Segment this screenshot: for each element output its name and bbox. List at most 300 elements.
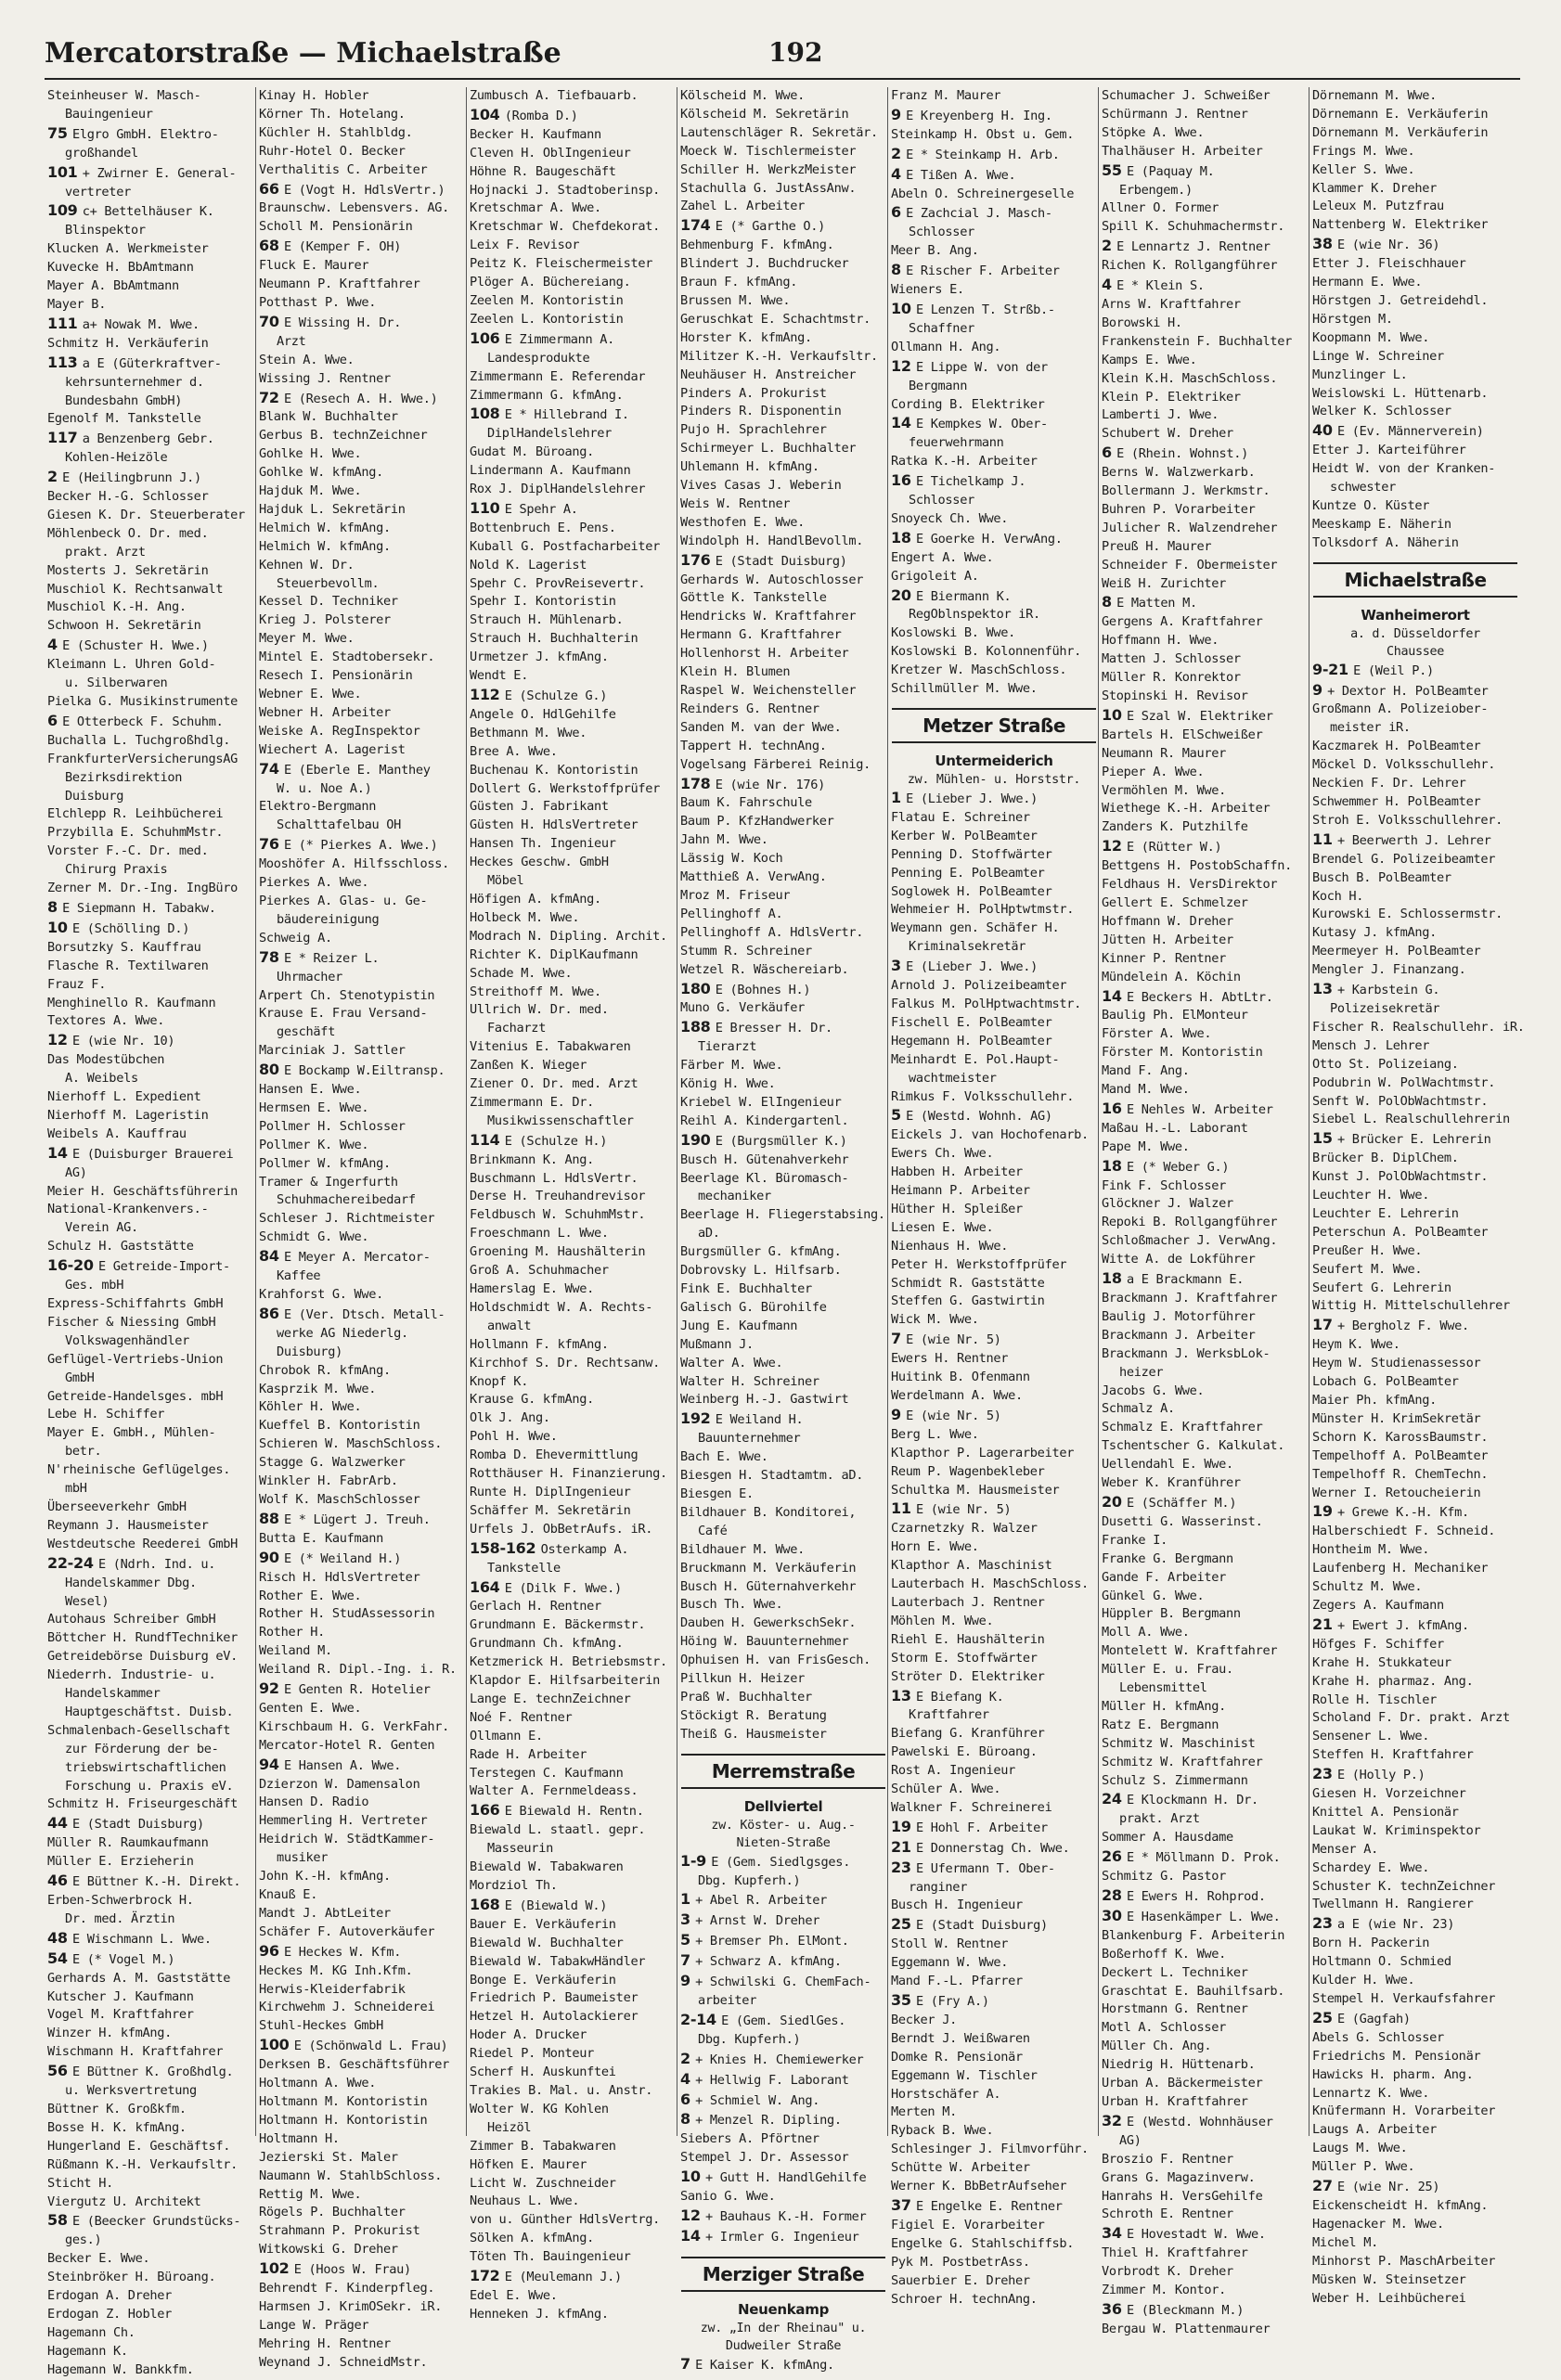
directory-entry [677,626,889,645]
directory-entry [45,995,256,1013]
entry-text: E Siepmann H. Tabakw. [62,900,216,916]
directory-entry [45,2101,256,2119]
directory-entry [888,2196,1100,2217]
directory-entry [1099,1400,1310,1419]
directory-entry [1099,800,1310,818]
entry-text: Stumm R. Schreiner [680,943,812,958]
entry-text: Derse H. Treuhandrevisor [470,1189,646,1204]
entry-text: Vitenius E. Tabakwaren [470,1039,631,1055]
house-number: 6 [1102,444,1117,462]
entry-text: E Biefang K. [915,1689,1004,1705]
entry-text: Erdogan Z. Hobler [47,2306,173,2322]
entry-text: Hoffmann W. Dreher [1102,913,1233,929]
directory-entry [256,87,468,106]
directory-entry [677,572,889,590]
entry-text: E Beckers H. AbtLtr. [1126,989,1273,1005]
directory-entry [45,898,256,919]
directory-entry [1099,2038,1310,2056]
entry-text: Überseeverkehr GmbH [47,1499,187,1514]
entry-text: Leuchter H. Wwe. [1312,1188,1430,1203]
entry-text: Meyer M. Wwe. [259,631,355,647]
entry-text: N'rheinische Geflügelges. [47,1462,231,1478]
directory-entry [1099,425,1310,444]
house-number: 20 [1102,1492,1127,1511]
directory-entry [677,1373,889,1392]
entry-text: Schloßmacher J. VerwAng. [1102,1233,1278,1249]
entry-text: Sanden M. van der Wwe. [680,719,842,735]
house-number: 10 [1102,705,1127,724]
entry-text: Koopmann M. Wwe. [1312,329,1430,345]
directory-entry [256,445,468,464]
directory-entry [467,1409,678,1428]
directory-entry [256,1737,468,1756]
house-number: 172 [470,2267,505,2285]
entry-text: + Abel R. Arbeiter [695,1893,828,1909]
entry-text: Geruschkat E. Schachtmstr. [680,311,871,327]
entry-text: Stachulla G. JustAssAnw. [680,180,857,196]
directory-entry [467,2082,678,2101]
directory-entry [467,1539,678,1560]
directory-entry [1099,406,1310,425]
entry-text: Schmitz W. Kraftfahrer [1102,1754,1263,1769]
directory-entry [1099,1810,1310,1829]
directory-entry [45,1183,256,1202]
directory-entry [45,1277,256,1295]
entry-text: Wendt E. [470,668,529,684]
entry-text: E Spehr A. [504,501,578,517]
entry-text: A. Weibels [65,1071,138,1087]
entry-text: Jezierski St. Maler [259,2149,398,2165]
house-number: 9 [891,1405,907,1423]
directory-entry [256,1325,468,1344]
entry-text: Gerlach H. Rentner [470,1599,601,1615]
house-number: 1 [680,1890,696,1909]
entry-text: Musikwissenschaftler [487,1113,634,1128]
entry-text: Laugs A. Arbeiter [1312,2122,1438,2138]
entry-text: Beerlage Kl. Büromasch- [680,1170,849,1186]
entry-text: Siebers A. Pförtner [680,2131,819,2147]
directory-entry [1099,2300,1310,2321]
directory-entry [45,2324,256,2343]
directory-entry [45,1031,256,1051]
entry-text: Streithoff M. Wwe. [470,984,601,999]
house-number: 168 [470,1895,505,1913]
directory-entry [467,1989,678,2008]
entry-text: Kaffee [277,1268,321,1284]
entry-text: Werner K. BbBetrAufseher [891,2179,1067,2194]
directory-entry [467,1653,678,1672]
entry-text: Snoyeck Ch. Wwe. [891,510,1009,526]
entry-text: Weibels A. Kauffrau [47,1126,187,1141]
entry-text: Giesen K. Dr. Steuerberater [47,507,245,522]
directory-entry [1099,1195,1310,1214]
entry-text: E Engelke E. Rentner [915,2198,1063,2214]
entry-text: E (Ver. Dtsch. Metall- [283,1306,445,1322]
entry-text: Werdelmann A. Wwe. [891,1388,1023,1403]
entry-text: Genten E. Wwe. [259,1700,362,1716]
house-number: 21 [1312,1615,1337,1633]
directory-entry [45,1554,256,1575]
entry-text: E Tichelkamp J. [915,474,1026,490]
entry-text: Brackmann J. Arbeiter [1102,1327,1256,1343]
house-number: 66 [259,179,284,198]
directory-entry [1309,534,1521,553]
entry-text: Horstmann G. Rentner [1102,2001,1248,2017]
entry-text: Erbengem.) [1119,182,1193,198]
entry-text: Hörstgen M. [1312,311,1393,327]
directory-entry [888,1106,1100,1126]
directory-entry [677,887,889,906]
street-location-note: zw. Köster- u. Aug.- [711,1818,856,1833]
entry-text: E Heckes W. Kfm. [283,1944,402,1960]
entry-text: E (Gem. Siedlgsges. [711,1854,851,1870]
directory-entry [256,161,468,180]
directory-entry [888,828,1100,846]
directory-entry [888,165,1100,186]
directory-entry [1309,421,1521,442]
house-number: 36 [1102,2299,1127,2318]
entry-text: Lauterbach H. MaschSchloss. [891,1576,1089,1592]
directory-entry [467,630,678,649]
directory-entry [677,2168,889,2188]
entry-text: Franz M. Maurer [891,88,1001,103]
entry-text: E (Schäffer M.) [1126,1495,1237,1511]
directory-entry [256,2298,468,2317]
entry-text: Gohlke H. Wwe. [259,446,362,462]
directory-entry [888,883,1100,902]
directory-entry [45,1949,256,1970]
house-number: 190 [680,1130,716,1149]
entry-text: Angele O. HdlGehilfe [470,706,616,722]
entry-text: Peter H. Werkstoffprüfer [891,1256,1067,1272]
entry-text: Vogel M. Kraftfahrer [47,2007,194,2023]
directory-entry [467,667,678,686]
directory-entry [1309,2177,1521,2197]
entry-text: Brinkmann K. Ang. [470,1151,595,1167]
entry-text: Penning E. PolBeamter [891,865,1045,881]
directory-entry [1099,444,1310,464]
directory-entry [1309,216,1521,235]
directory-entry [1309,1878,1521,1897]
house-number: 5 [891,1106,907,1125]
directory-entry [1309,2048,1521,2066]
entry-text: Butta E. Kaufmann [259,1530,384,1546]
house-number: 48 [47,1928,72,1947]
directory-entry [677,775,889,795]
entry-text: Minhorst P. MaschArbeiter [1312,2253,1496,2269]
entry-text: Biesgen E. [680,1486,754,1501]
directory-entry [1099,650,1310,669]
directory-entry [45,1144,256,1164]
entry-text: E (Westd. Wohnhäuser [1126,2114,1273,2129]
directory-entry [1099,315,1310,333]
directory-entry [467,725,678,743]
directory-entry [467,1691,678,1709]
entry-text: Stuhl-Heckes GmbH [259,2018,384,2034]
directory-entry [45,843,256,861]
directory-entry [256,2075,468,2093]
directory-entry [888,1499,1100,1520]
directory-entry [1309,906,1521,924]
directory-entry [888,378,1100,396]
directory-entry [45,2306,256,2324]
entry-text: Steinkamp H. Obst u. Gem. [891,126,1075,142]
directory-entry [467,237,678,255]
entry-text: Braunschw. Lebensvers. AG. [259,200,449,216]
directory-entry [45,2119,256,2138]
directory-entry [1309,1822,1521,1841]
column-4 [677,87,889,2373]
directory-entry [45,1759,256,1778]
directory-entry [1099,182,1310,200]
directory-entry [888,1838,1100,1859]
entry-text: Stöckigt R. Beratung [680,1707,827,1723]
directory-entry [1309,1841,1521,1859]
entry-text: Hagenacker M. Wwe. [1312,2216,1444,2232]
directory-entry [888,357,1100,378]
directory-entry [45,106,256,124]
entry-text: + Arnst W. Dreher [695,1913,820,1929]
directory-entry [256,218,468,237]
directory-entry [256,427,468,445]
directory-entry [256,948,468,969]
street-location-note: zw. „In der Rheinau" u. [700,2321,867,2335]
directory-entry [256,2222,468,2241]
entry-text: E (wie Nr. 5) [906,1408,1001,1423]
directory-entry [1309,198,1521,216]
directory-entry [45,1012,256,1031]
entry-text: Gudat M. Büroang. [470,444,595,460]
directory-entry [256,464,468,482]
directory-entry [467,255,678,274]
directory-entry [1099,1927,1310,1946]
directory-entry [677,551,889,572]
directory-entry [677,756,889,775]
entry-text: Merten M. [891,2104,957,2120]
directory-entry [1099,876,1310,894]
directory-entry [256,817,468,835]
entry-text: Bauer E. Verkäuferin [470,1916,616,1932]
directory-entry [1099,782,1310,801]
house-number: 7 [680,2354,696,2373]
entry-text: Rüßmann K.-H. Verkaufsltr. [47,2156,238,2172]
entry-text: Schmalz A. [1102,1401,1175,1417]
entry-text: Polizeisekretär [1330,1000,1440,1016]
entry-text: Schäffer M. Sekretärin [470,1502,631,1518]
entry-text: Rother E. Wwe. [259,1588,362,1603]
entry-text: ges.) [65,2232,102,2248]
entry-text: Schürmann J. Rentner [1102,106,1248,122]
house-number: 44 [47,1814,72,1833]
directory-entry [888,606,1100,624]
directory-entry [677,143,889,161]
directory-entry [677,311,889,329]
directory-entry [467,1131,678,1151]
entry-text: Bach E. Wwe. [680,1449,768,1465]
entry-text: Motl A. Schlosser [1102,2020,1227,2036]
entry-text: Sölken A. kfmAng. [470,2231,595,2246]
directory-entry [1099,1790,1310,1810]
directory-entry [677,329,889,348]
directory-entry [1099,1327,1310,1345]
directory-entry [45,1370,256,1388]
directory-entry [467,1728,678,1746]
entry-text: Gergens A. Kraftfahrer [1102,614,1263,630]
directory-entry [256,1756,468,1776]
entry-text: Verein AG. [65,1220,138,1236]
entry-text: Mand F. Ang. [1102,1063,1190,1079]
entry-text: Hajduk L. Sekretärin [259,501,406,517]
house-number: 7 [891,1330,907,1348]
directory-entry [467,1355,678,1373]
entry-text: E Bresser H. Dr. [715,1021,832,1036]
directory-entry [1099,2206,1310,2224]
entry-text: heizer [1119,1364,1164,1380]
entry-text: Weiske A. RegInspektor [259,723,420,739]
entry-text: Knittel A. Pensionär [1312,1804,1459,1820]
directory-entry [677,2091,889,2111]
directory-entry [45,2361,256,2380]
directory-entry [1309,1615,1521,1636]
entry-text: Krause G. kfmAng. [470,1392,595,1408]
entry-text: ranginer [909,1879,968,1895]
directory-entry [1309,2216,1521,2234]
entry-text: Niedrig H. Hüttenarb. [1102,2057,1256,2073]
directory-entry [256,686,468,704]
directory-entry [1099,557,1310,575]
directory-entry [677,1670,889,1689]
entry-text: Olk J. Ang. [470,1410,550,1426]
entry-text: Hagemann Ch. [47,2324,135,2340]
entry-text: Buchalla L. Tuchgroßhdlg. [47,732,231,748]
entry-text: Matthieß A. VerwAng. [680,869,827,885]
directory-entry [45,732,256,751]
directory-entry [1099,161,1310,182]
directory-entry [467,1560,678,1578]
entry-text: Tappert H. technAng. [680,738,827,753]
house-number: 58 [47,2211,72,2230]
entry-text: Wischmann H. Kraftfahrer [47,2044,224,2060]
entry-text: + Schmiel W. Ang. [695,2092,820,2108]
column-3 [466,87,678,2322]
directory-entry [45,751,256,769]
directory-entry [888,1088,1100,1107]
directory-entry [1099,688,1310,706]
directory-entry [256,313,468,333]
house-number: 13 [1312,980,1337,998]
house-number: 3 [680,1910,696,1929]
entry-text: Jung E. Kaufmann [680,1318,798,1333]
entry-text: Heym W. Studienassessor [1312,1356,1481,1371]
directory-entry [467,1765,678,1783]
directory-entry [888,1387,1100,1406]
house-number: 4 [680,2069,696,2088]
entry-text: Kirschbaum H. G. VerkFahr. [259,1718,449,1734]
entry-text: Ströter D. Elektriker [891,1668,1045,1684]
directory-entry [45,1107,256,1126]
entry-text: Bundesbahn GmbH) [65,392,183,408]
directory-entry [45,488,256,507]
entry-text: Münster H. KrimSekretär [1312,1410,1481,1426]
directory-entry [1309,1316,1521,1336]
entry-text: Cording B. Elektriker [891,396,1045,412]
directory-entry [1309,924,1521,943]
entry-text: wachtmeister [909,1070,997,1086]
directory-entry [888,977,1100,996]
directory-entry [45,636,256,656]
entry-text: feuerwehrmann [909,435,1004,451]
directory-entry [256,1569,468,1588]
directory-entry [677,906,889,924]
directory-entry [888,662,1100,680]
entry-text: Vermöhlen M. Wwe. [1102,782,1227,798]
directory-entry [467,854,678,872]
entry-text: Witkowski G. Dreher [259,2242,398,2258]
directory-entry [467,1616,678,1635]
entry-text: Ratz E. Bergmann [1102,1717,1219,1732]
directory-entry [45,354,256,374]
directory-entry [467,2175,678,2193]
house-number: 37 [891,2195,916,2214]
directory-entry [1099,1983,1310,2001]
directory-entry [256,667,468,686]
entry-text: Heidt W. von der Kranken- [1312,461,1496,477]
directory-entry [45,976,256,995]
directory-entry [45,1424,256,1443]
directory-entry [888,1201,1100,1219]
entry-text: Chirurg Praxis [65,862,168,878]
house-number: 32 [1102,2111,1127,2129]
directory-entry [45,1461,256,1480]
entry-text: Schulz S. Zimmermann [1102,1772,1248,1788]
entry-text: Laukat W. Kriminspektor [1312,1822,1481,1838]
directory-entry [1099,1642,1310,1661]
entry-text: Julicher R. Walzendreher [1102,520,1278,535]
entry-text: E Zachcial J. Masch- [906,206,1052,222]
entry-text: Jahn M. Wwe. [680,832,768,848]
entry-text: Pellinghoff A. [680,906,783,921]
directory-entry [467,1336,678,1355]
directory-entry [677,980,889,1000]
directory-entry [1099,2056,1310,2075]
directory-entry [45,296,256,315]
directory-entry [888,680,1100,699]
entry-text: + Bergholz F. Wwe. [1336,1319,1469,1334]
entry-text: Schorn K. KarossBaumstr. [1312,1429,1489,1445]
entry-text: Schwoon H. Sekretärin [47,618,201,634]
entry-text: Zimmer B. Tabakwaren [470,2138,616,2154]
entry-text: Schirmeyer L. Buchhalter [680,441,857,457]
entry-text: Brussen M. Wwe. [680,292,791,308]
entry-text: Mußmann J. [680,1336,754,1352]
directory-entry [888,1369,1100,1387]
directory-entry [1309,1746,1521,1765]
entry-text: Schlosser [909,493,974,508]
directory-entry [45,1295,256,1314]
house-number: 5 [680,1931,696,1949]
entry-text: Getreide-Handelsges. mbH [47,1388,224,1404]
directory-entry [677,2227,889,2247]
entry-text: Rost A. Ingenieur [891,1763,1016,1779]
entry-text: Uellendahl E. Wwe. [1102,1457,1233,1473]
house-number: 24 [1102,1790,1127,1808]
house-number: 110 [470,498,505,517]
directory-entry [45,958,256,976]
directory-entry [888,414,1100,434]
entry-text: Matten J. Schlosser [1102,651,1241,667]
entry-text: Güsten J. Fabrikant [470,799,609,815]
directory-entry [677,961,889,980]
